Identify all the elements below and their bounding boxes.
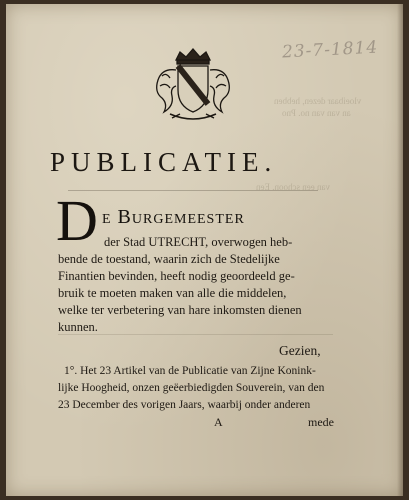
bleed-through-text: an van van no. Pno (282, 108, 351, 118)
paragraph-line: Finantien bevinden, heeft nodig geoordeeld ge- (58, 269, 295, 283)
gezien-label: Gezien, (279, 343, 321, 358)
paragraph-line: der Stad UTRECHT, overwogen heb- (104, 235, 293, 249)
paragraph-line: bruik te moeten maken van alle die middelen, (58, 286, 287, 300)
paragraph-line: welke ter verbetering van hare inkomsten dienen (58, 303, 302, 317)
paragraph-line: lijke Hoogheid, onzen geëerbiedigden Souverein, van den (58, 382, 325, 394)
section-separator (58, 334, 333, 335)
document-page (6, 4, 403, 496)
signature-mark: A (214, 415, 223, 429)
page-edge-shadow (397, 4, 403, 496)
document-title: PUBLICATIE. (50, 147, 278, 177)
paragraph-line: kunnen. (58, 320, 98, 334)
heading-burgemeester: e Burgemeester (102, 206, 245, 228)
handwritten-date: 23-7-1814 (281, 37, 379, 63)
paragraph-line: 1°. Het 23 Artikel van de Publicatie van Zijne Konink- (64, 365, 316, 377)
coat-of-arms-icon (150, 46, 236, 126)
paragraph-line: 23 December des vorigen Jaars, waarbij onder anderen (58, 399, 311, 411)
catchword: mede (308, 415, 334, 429)
title-rule (68, 190, 318, 191)
paragraph-line: bende de toestand, waarin zich de Stedelijke (58, 252, 280, 266)
bleed-through-text: van een schoon. Een (256, 182, 330, 192)
bleed-through-text: vloeibaar dezen, hebben (274, 96, 362, 106)
drop-cap: D (56, 188, 98, 253)
